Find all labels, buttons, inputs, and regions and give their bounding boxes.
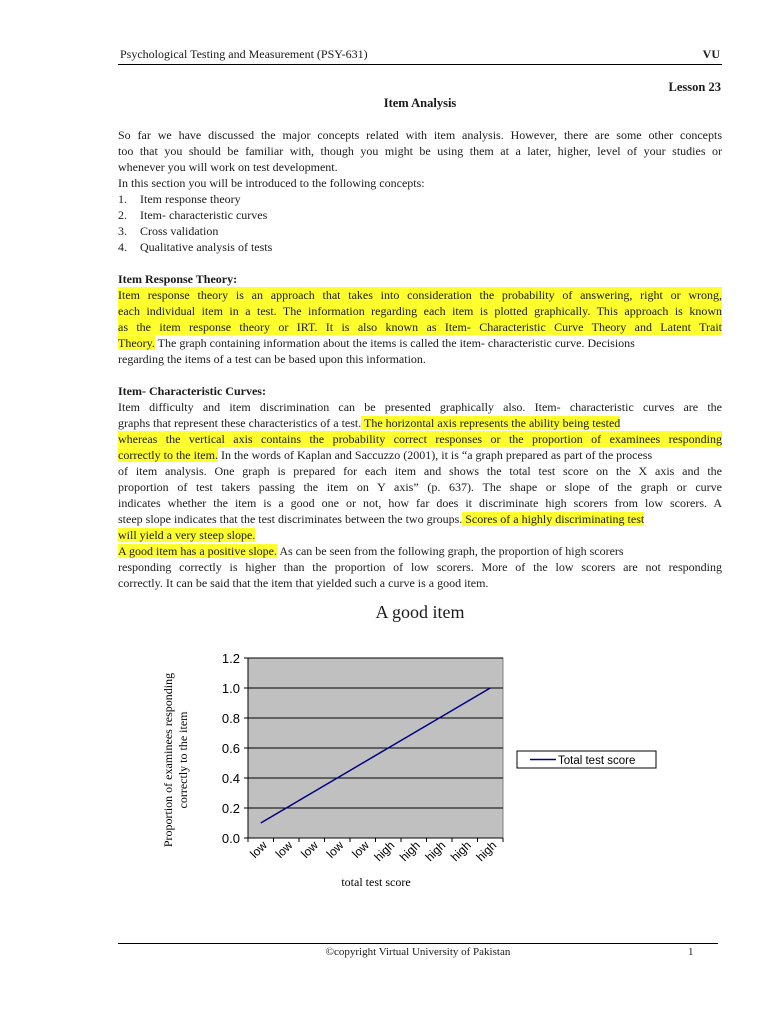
chart-legend (517, 751, 656, 768)
highlighted-line: whereas the vertical axis contains the probability correct responses or the proportion of examinees responding (118, 432, 722, 446)
y-axis-label-line-1: Proportion of examinees responding (161, 672, 175, 848)
plain-text: steep slope indicates that the test discriminates between the two groups. (118, 512, 463, 526)
y-tick-label: 0.4 (221, 771, 240, 786)
x-tick-label: low (323, 838, 347, 861)
list-number: 3. (118, 224, 127, 238)
intro-line: too that you should be familiar with, though you might be using them at a later, higher, level of your studies or (118, 144, 722, 158)
highlighted-line: Item response theory is an approach that takes into consideration the probability of answering, right or wrong, (118, 288, 722, 302)
highlighted-text: Theory. (118, 336, 155, 350)
list-number: 1. (118, 192, 127, 206)
intro-line: whenever you will work on test development. (118, 160, 338, 174)
course-title: Psychological Testing and Measurement (PSY-631) (120, 47, 368, 61)
highlighted-text: Scores of a highly discriminating test (462, 512, 645, 526)
x-axis-label: total test score (341, 875, 411, 889)
y-tick-label: 0.2 (221, 801, 240, 816)
x-tick-label: high (396, 838, 423, 865)
paragraph-line: proportion of test takers passing the item on Y axis” (p. 637). The shape or slope of the graph or curve (118, 480, 722, 494)
x-axis-ticks (247, 838, 503, 864)
lesson-number: Lesson 23 (668, 80, 721, 94)
highlighted-line: each individual item in a test. The information regarding each item is plotted graphically. This approach is known (118, 304, 722, 318)
paragraph-line: indicates whether the item is a good one or not, how far does it discriminate high scorers from low scorers. A (118, 496, 722, 510)
x-tick-label: high (371, 838, 398, 865)
page-title: Item Analysis (383, 96, 457, 110)
intro-line: In this section you will be introduced to the following concepts: (118, 176, 425, 190)
paragraph-line: of item analysis. One graph is prepared for each item and shows the total test score on the X axis and the (118, 464, 722, 478)
list-text: Qualitative analysis of tests (140, 240, 273, 254)
paragraph-line: Item difficulty and item discrimination can be presented graphically also. Item- characteristic curves are the (118, 400, 722, 414)
list-text: Item response theory (140, 192, 241, 206)
plain-text: In the words of Kaplan and Saccuzzo (2001), it is “a graph prepared as part of the process (217, 448, 653, 462)
y-tick-label: 0.0 (221, 831, 240, 846)
x-tick-label: low (298, 838, 321, 861)
x-tick-label: low (272, 838, 296, 861)
plain-text: graphs that represent these characteristics of a test. (118, 416, 362, 430)
page-number: 1 (688, 946, 694, 958)
list-text: Item- characteristic curves (140, 208, 268, 222)
footer-copyright: ©copyright Virtual University of Pakistan (325, 946, 511, 958)
paragraph-line: correctly. It can be said that the item that yielded such a curve is a good item. (118, 576, 489, 590)
x-tick-label: high (473, 838, 500, 865)
section-heading-irt: Item Response Theory: (118, 272, 238, 286)
plain-text: As can be seen from the following graph, the proportion of high scorers (276, 544, 624, 558)
section-heading-icc: Item- Characteristic Curves: (118, 384, 266, 398)
highlighted-line: as the item response theory or IRT. It is also known as Item- Characteristic Curve Theory and Latent Trait (118, 320, 722, 334)
y-tick-label: 0.6 (221, 741, 240, 756)
list-text: Cross validation (140, 224, 219, 238)
university-abbrev: VU (702, 47, 720, 61)
intro-line: So far we have discussed the major concepts related with item analysis. However, there are some other concepts (118, 128, 722, 142)
highlighted-text: The horizontal axis represents the ability being tested (361, 416, 621, 430)
list-number: 4. (118, 240, 127, 254)
chart-title: A good item (375, 602, 465, 622)
x-tick-label: high (422, 838, 449, 865)
highlighted-text: will yield a very steep slope. (118, 528, 256, 542)
footer-rule (118, 943, 718, 944)
x-tick-label: low (349, 838, 372, 861)
list-number: 2. (118, 208, 127, 222)
highlighted-text: correctly to the item. (118, 448, 218, 462)
y-tick-label: 0.8 (221, 711, 240, 726)
plain-text: The graph containing information about the items is called the item- characteristic curve. Decisions (154, 336, 635, 350)
y-axis-label-line-2: correctly to the item (176, 711, 190, 809)
y-tick-label: 1.0 (221, 681, 240, 696)
legend-label: Total test score (558, 755, 636, 767)
paragraph-line: responding correctly is higher than the proportion of low scorers. More of the low scorers are not responding (118, 560, 722, 574)
paragraph-line: regarding the items of a test can be based upon this information. (118, 352, 426, 366)
x-tick-label: high (447, 838, 474, 865)
y-axis-ticks (222, 651, 248, 846)
y-tick-label: 1.2 (221, 651, 240, 666)
x-tick-label: low (247, 838, 270, 861)
highlighted-text: A good item has a positive slope. (118, 544, 277, 558)
